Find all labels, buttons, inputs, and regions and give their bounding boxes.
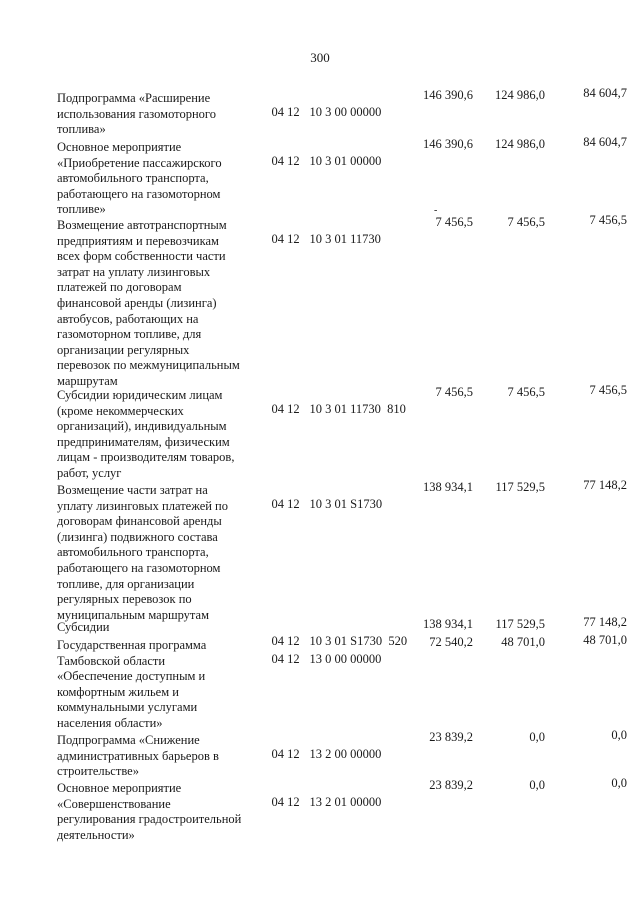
row-value-2: 117 529,5 (495, 617, 545, 631)
row-value-2: 0,0 (529, 778, 545, 792)
row-section-code: 04 12 (271, 105, 300, 119)
row-section-code: 04 12 (271, 154, 300, 168)
row-value-3: 0,0 (611, 728, 627, 742)
scan-mark: - (434, 205, 438, 216)
row-description: Основное мероприятие «Приобретение пассажирского автомобильного транспорта, работающего на газомоторном топливе» (57, 140, 222, 217)
row-code-cell (259, 217, 381, 262)
row-value-3: 48 701,0 (583, 633, 627, 647)
row-article-code: 10 3 01 S1730 520 (309, 634, 408, 648)
row-value-1: 138 934,1 (423, 617, 473, 631)
row-description: Субсидии (57, 620, 110, 634)
row-value-3: 77 148,2 (583, 615, 627, 629)
row-value-2: 124 986,0 (495, 88, 545, 102)
row-section-code: 04 12 (271, 634, 300, 648)
row-value-1: 146 390,6 (423, 137, 473, 151)
page-number: 300 (310, 50, 330, 65)
row-description: Возмещение части затрат на уплату лизинговых платежей по договорам финансовой аренды (лизинга) подвижного состава автомобильного транспорта, работающего на газомоторном топливе, для организации регулярных перевозок по муниципальным маршрутам (57, 483, 228, 622)
row-value-1: 7 456,5 (435, 215, 473, 229)
row-code-cell (259, 387, 406, 432)
row-value-3: 77 148,2 (583, 478, 627, 492)
row-value-1: 72 540,2 (429, 635, 473, 649)
row-value-1: 138 934,1 (423, 480, 473, 494)
row-value-2: 48 701,0 (501, 635, 545, 649)
row-code-cell (259, 90, 381, 135)
row-section-code: 04 12 (271, 402, 300, 416)
row-code-cell (259, 732, 381, 777)
row-article-code: 13 0 00 00000 (309, 652, 382, 666)
row-article-code: 13 2 01 00000 (309, 795, 382, 809)
row-article-code: 10 3 01 11730 810 (309, 402, 406, 416)
row-description: Подпрограмма «Снижение административных барьеров в строительстве» (57, 733, 219, 779)
row-article-code: 10 3 01 S1730 (309, 497, 383, 511)
row-section-code: 04 12 (271, 652, 300, 666)
row-description: Субсидии юридическим лицам (кроме некоммерческих организаций), индивидуальным предпринимателям, физическим лицам - производителям товаров, работ, услуг (57, 388, 235, 480)
row-value-2: 117 529,5 (495, 480, 545, 494)
row-value-3: 7 456,5 (589, 213, 627, 227)
row-value-2: 0,0 (529, 730, 545, 744)
row-section-code: 04 12 (271, 497, 300, 511)
row-code-cell (259, 780, 381, 825)
row-value-3: 84 604,7 (583, 86, 627, 100)
row-description: Государственная программа Тамбовской области «Обеспечение доступным и комфортным жильем и коммунальными услугами населения области» (57, 638, 207, 730)
row-section-code: 04 12 (271, 232, 300, 246)
row-article-code: 10 3 00 00000 (309, 105, 382, 119)
row-code-cell (259, 139, 381, 184)
row-section-code: 04 12 (271, 747, 300, 761)
row-code-cell (259, 637, 381, 682)
row-description: Основное мероприятие «Совершенствование регулирования градостроительной деятельности» (57, 781, 242, 842)
row-section-code: 04 12 (271, 795, 300, 809)
row-description: Подпрограмма «Расширение использования газомоторного топлива» (57, 91, 216, 137)
row-value-3: 84 604,7 (583, 135, 627, 149)
row-value-2: 7 456,5 (507, 215, 545, 229)
row-description: Возмещение автотранспортным предприятиям и перевозчикам всех форм собственности части затрат на уплату лизинговых платежей по договорам финансовой аренды (лизинга) автобусов, работающих на газомоторном топливе, для организации регулярных перевозок по межмуниципальным маршрутам (57, 218, 240, 388)
row-article-code: 13 2 00 00000 (309, 747, 382, 761)
row-article-code: 10 3 01 00000 (309, 154, 382, 168)
row-value-1: 23 839,2 (429, 730, 473, 744)
row-value-3: 0,0 (611, 776, 627, 790)
row-value-2: 124 986,0 (495, 137, 545, 151)
row-value-3: 7 456,5 (589, 383, 627, 397)
row-value-1: 146 390,6 (423, 88, 473, 102)
row-value-1: 7 456,5 (435, 385, 473, 399)
row-value-2: 7 456,5 (507, 385, 545, 399)
row-article-code: 10 3 01 11730 (309, 232, 381, 246)
row-code-cell (259, 482, 382, 527)
row-value-1: 23 839,2 (429, 778, 473, 792)
